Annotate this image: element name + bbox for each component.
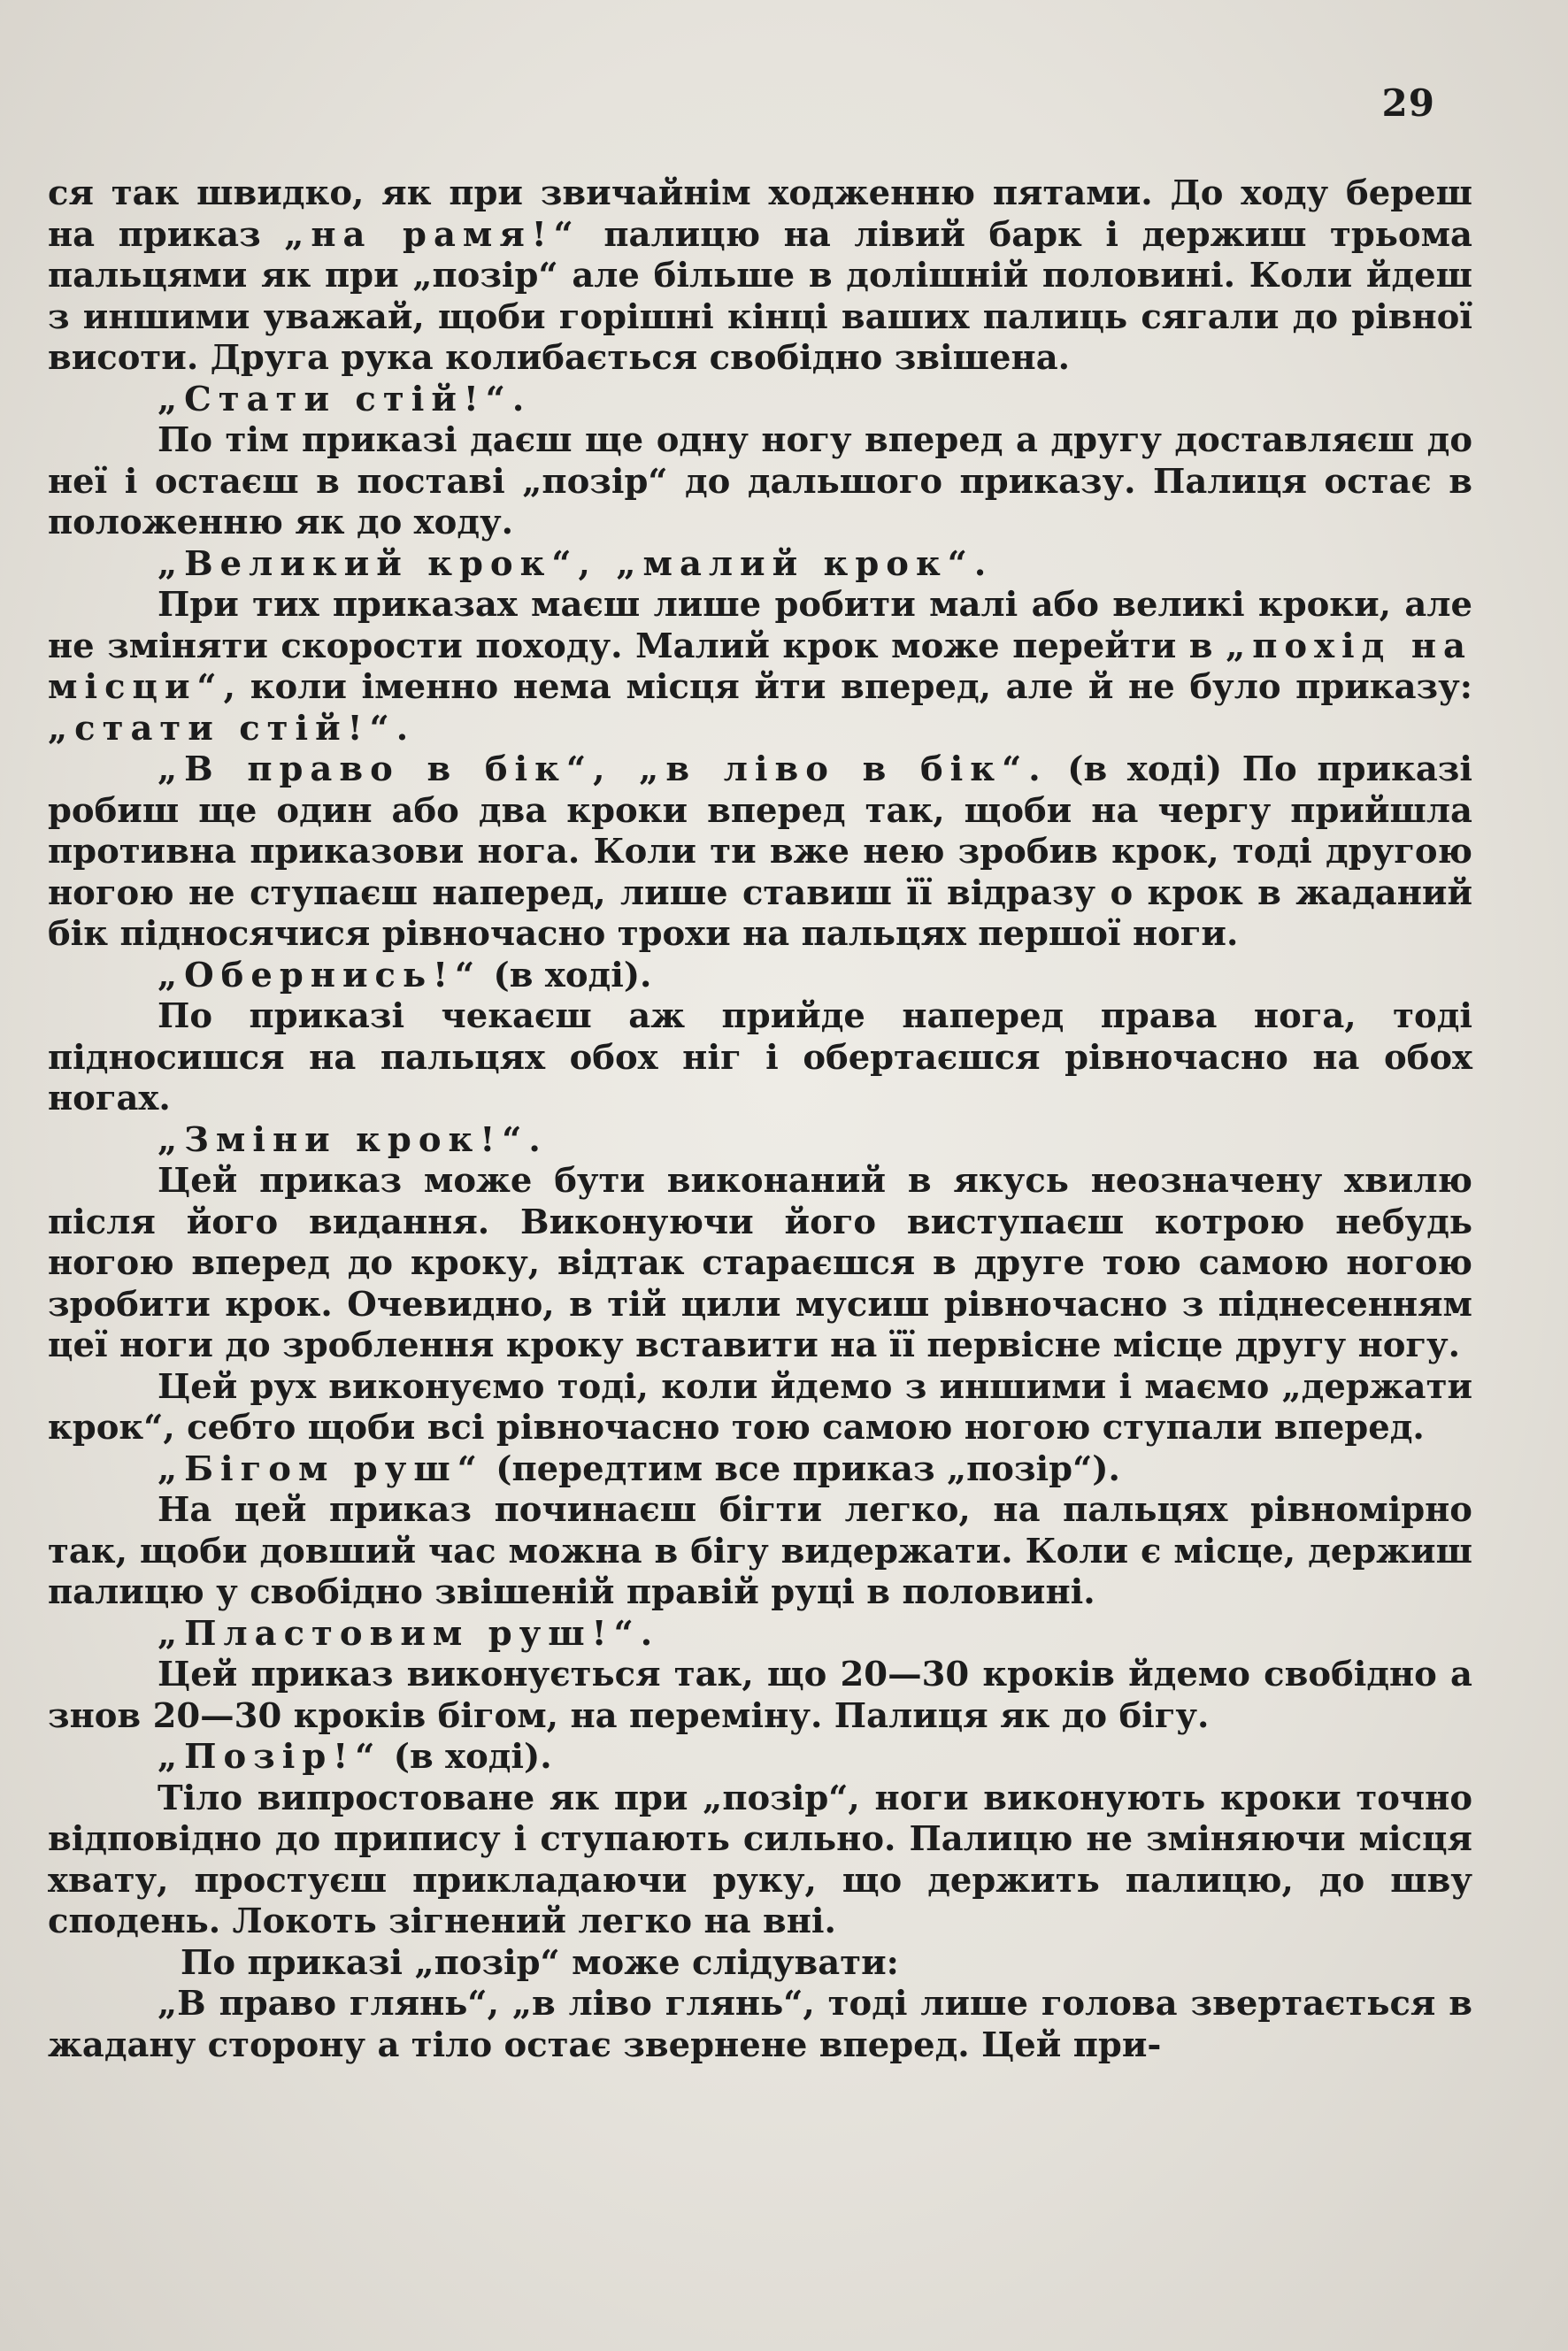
paragraph (48, 585, 1472, 749)
text-segment: По приказі „позір“ може слідувати: (181, 1942, 899, 1983)
paragraph (48, 1120, 1472, 1162)
paragraph (48, 1614, 1472, 1656)
paragraph (48, 1490, 1472, 1614)
command-text: „на рамя!“ (284, 214, 580, 255)
paragraph (48, 420, 1472, 544)
paragraph (48, 1655, 1472, 1737)
text-segment: На цей приказ починаєш бігти легко, на пальцях рівномірно так, щоби довший час можна в бігу видержати. Коли є місце, держиш палицю у свобідно звішеній правій руці в половині. (48, 1490, 1472, 1612)
paragraph (48, 173, 1472, 380)
command-text: „Бігом руш“ (158, 1448, 484, 1489)
paragraph (48, 1984, 1472, 2066)
command-text: „Пластовим руш!“. (158, 1613, 660, 1654)
paragraph (48, 749, 1472, 956)
text-segment: Тіло випростоване як при „позір“, ноги виконують кроки точно відповідно до припису і ступають сильно. Палицю не зміняючи місця хвату, простуєш прикладаючи руку, що держить палицю, до шву сподень. Локоть зігнений легко на вні. (48, 1778, 1472, 1941)
command-text: „Позір!“ (158, 1737, 382, 1777)
command-text: „Обернись!“ (158, 955, 482, 995)
text-segment: , коли іменно нема місця йти вперед, але й не було приказу: (223, 667, 1472, 707)
paragraph (48, 1449, 1472, 1491)
text-segment: (в ході). (381, 1737, 552, 1777)
text-segment: ся так швидко, як при звичайнім ходженню пятами. До ходу береш на приказ (48, 173, 1472, 255)
command-text: „В право в бік“, „в ліво в бік“. (158, 749, 1048, 789)
paragraph (48, 1943, 1472, 1985)
paragraph (48, 1737, 1472, 1779)
text-segment: (передтим все приказ „позір“). (483, 1448, 1120, 1489)
body-text (48, 173, 1472, 2066)
text-segment: (в ході). (481, 955, 652, 995)
paragraph (48, 956, 1472, 997)
paragraph (48, 380, 1472, 421)
text-segment: Цей рух виконуємо тоді, коли йдемо з иншими і маємо „держати крок“, себто щоби всі рівночасно тою самою ногою ступали вперед. (48, 1366, 1472, 1448)
text-segment: Цей приказ може бути виконаний в якусь неозначену хвилю після його видання. Виконуючи його виступаєш котрою небудь ногою вперед до кроку, відтак стараєшся в друге тою самою ногою зробити крок. Очевидно, в тій цили мусиш рівночасно з піднесенням цеї ноги до зроблення кроку вставити на її первісне місце другу ногу. (48, 1161, 1472, 1365)
command-text: „Стати стій!“. (158, 379, 532, 419)
text-segment: „В право глянь“, „в ліво глянь“, тоді лише голова звертається в жадану сторону а тіло остає звернене вперед. Цей при- (48, 1984, 1472, 2065)
text-segment: По тім приказі даєш ще одну ногу вперед а другу доставляєш до неї і остаєш в поставі „позір“ до дальшого приказу. Палиця остає в положенню як до ходу. (48, 420, 1472, 542)
command-text: „Зміни крок!“. (158, 1119, 548, 1160)
text-segment: При тих приказах маєш лише робити малі або великі кроки, але не зміняти скорости походу. Малий крок може перейти в (48, 585, 1472, 666)
text-segment: Цей приказ виконується так, що 20—30 кроків йдемо свобідно а знов 20—30 кроків бігом, на переміну. Палиця як до бігу. (48, 1655, 1472, 1736)
command-text: „похід на місци“ (48, 626, 1472, 707)
text-segment: (в ході) По приказі робиш ще один або два кроки вперед так, щоби на чергу прийшла противна приказови нога. Коли ти вже нею зробив крок, тоді другою ногою не ступаєш наперед, лише ставиш її відразу о крок в жаданий бік підносячися рівночасно трохи на пальцях першої ноги. (48, 749, 1472, 954)
paragraph (48, 1367, 1472, 1449)
paragraph (48, 1779, 1472, 1943)
page-number: 29 (1381, 81, 1435, 125)
command-text: „стати стій!“. (48, 708, 416, 749)
text-segment: По приказі чекаєш аж прийде наперед права нога, тоді підносишся на пальцях обох ніг і обертаєшся рівночасно на обох ногах. (48, 996, 1472, 1118)
command-text: „Великий крок“, „малий крок“. (158, 543, 994, 584)
paragraph (48, 1161, 1472, 1367)
text-segment: палицю на лівий барк і держиш трьома пальцями як при „позір“ але більше в долішній половині. Коли йдеш з иншими уважай, щоби горішні кінці ваших палиць сягали до рівної висоти. Друга рука колибається свобідно звішена. (48, 214, 1472, 378)
paragraph (48, 544, 1472, 586)
paragraph (48, 996, 1472, 1120)
